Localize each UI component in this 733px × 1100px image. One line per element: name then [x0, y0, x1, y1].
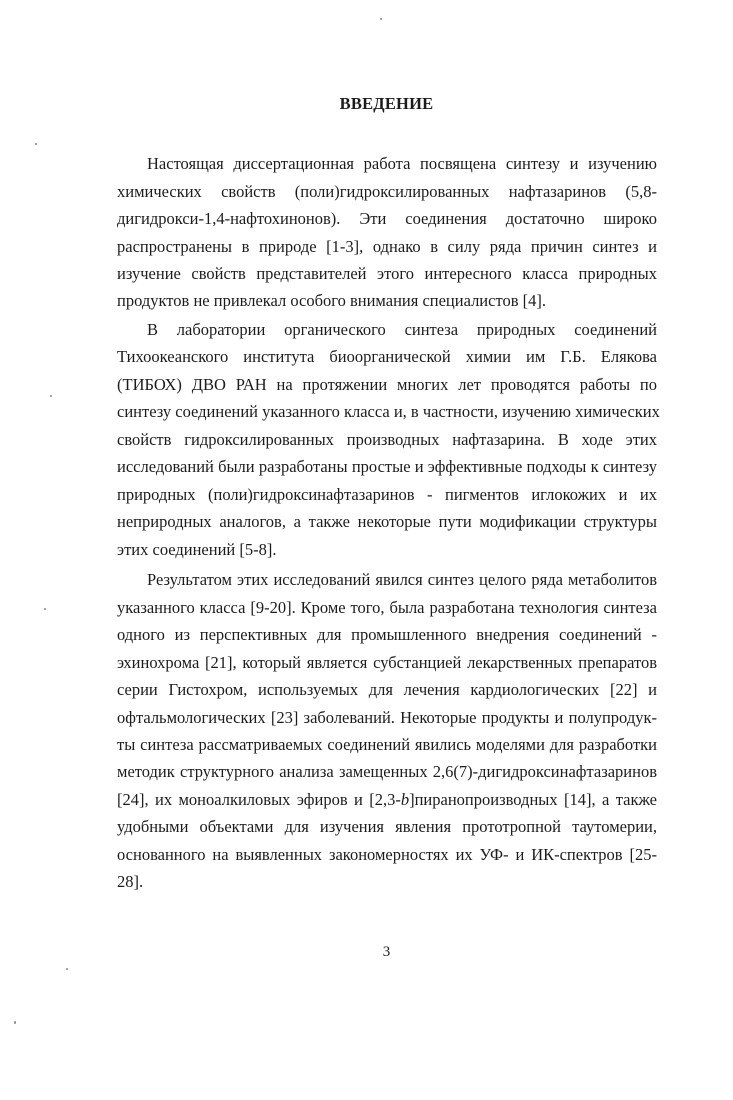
- page-number: 3: [382, 944, 391, 960]
- paragraph-1-line-5: изучение свойств представителей этого интересного класса природных: [117, 264, 657, 283]
- paragraph-1-line-4: распространены в природе [1-3], однако в силу ряда причин синтез и: [117, 237, 657, 256]
- paragraph-3-line-9: [24], их моноалкиловых эфиров и [2,3-b]пиранопроизводных [14], а также: [117, 790, 657, 809]
- paragraph-3-line-6: офтальмологических [23] заболеваний. Некоторые продукты и полупродук-: [117, 708, 657, 727]
- paragraph-2-line-8: неприродных аналогов, а также некоторые пути модификации структуры: [117, 512, 657, 531]
- paragraph-3-line-2: указанного класса [9-20]. Кроме того, была разработана технология синтеза: [117, 598, 657, 617]
- scan-speck: [66, 968, 68, 970]
- paragraph-2-line-6: исследований были разработаны простые и эффективные подходы к синтезу: [117, 457, 657, 476]
- paragraph-2-line-3: (ТИБОХ) ДВО РАН на протяжении многих лет проводятся работы по: [117, 375, 657, 394]
- paragraph-2-line-5: свойств гидроксилированных производных нафтазарина. В ходе этих: [117, 430, 657, 449]
- paragraph-3-line-11: основанного на выявленных закономерностях их УФ- и ИК-спектров [25-: [117, 845, 657, 864]
- paragraph-3-line-3: одного из перспективных для промышленного внедрения соединений -: [117, 625, 657, 644]
- paragraph-2-line-9: этих соединений [5-8].: [117, 540, 277, 559]
- paragraph-2-line-2: Тихоокеанского института биоорганической химии им Г.Б. Елякова: [117, 347, 657, 366]
- paragraph-1-line-6: продуктов не привлекал особого внимания специалистов [4].: [117, 291, 546, 310]
- paragraph-3-line-7: ты синтеза рассматриваемых соединений явились моделями для разработки: [117, 735, 657, 754]
- paragraph-1-line-1: Настоящая диссертационная работа посвящена синтезу и изучению: [147, 154, 657, 173]
- paragraph-3-line-5: серии Гистохром, используемых для лечения кардиологических [22] и: [117, 680, 657, 699]
- scan-speck: [14, 1021, 16, 1024]
- paragraph-2-line-4: синтезу соединений указанного класса и, в частности, изучению химических: [117, 402, 660, 421]
- paragraph-1-line-3: дигидрокси-1,4-нафтохинонов). Эти соединения достаточно широко: [117, 209, 657, 228]
- scan-speck: [380, 18, 382, 20]
- paragraph-3-line-4: эхинохрома [21], который является субстанцией лекарственных препаратов: [117, 653, 657, 672]
- paragraph-2-line-7: природных (поли)гидроксинафтазаринов - пигментов иглокожих и их: [117, 485, 657, 504]
- paragraph-3-line-12: 28].: [117, 872, 144, 891]
- scan-speck: [44, 608, 46, 610]
- paragraph-2-line-1: В лаборатории органического синтеза природных соединений: [147, 320, 657, 339]
- paragraph-3-line-8: методик структурного анализа замещенных 2,6(7)-дигидроксинафтазаринов: [117, 762, 657, 781]
- page-title: ВВЕДЕНИЕ: [339, 94, 434, 113]
- paragraph-3-line-1: Результатом этих исследований явился синтез целого ряда метаболитов: [147, 570, 657, 589]
- scan-speck: [35, 143, 37, 145]
- scan-speck: [50, 395, 52, 397]
- italic-letter: b: [400, 790, 410, 809]
- paragraph-1-line-2: химических свойств (поли)гидроксилированных нафтазаринов (5,8-: [117, 182, 657, 201]
- paragraph-3-line-10: удобными объектами для изучения явления прототропной таутомерии,: [117, 817, 657, 836]
